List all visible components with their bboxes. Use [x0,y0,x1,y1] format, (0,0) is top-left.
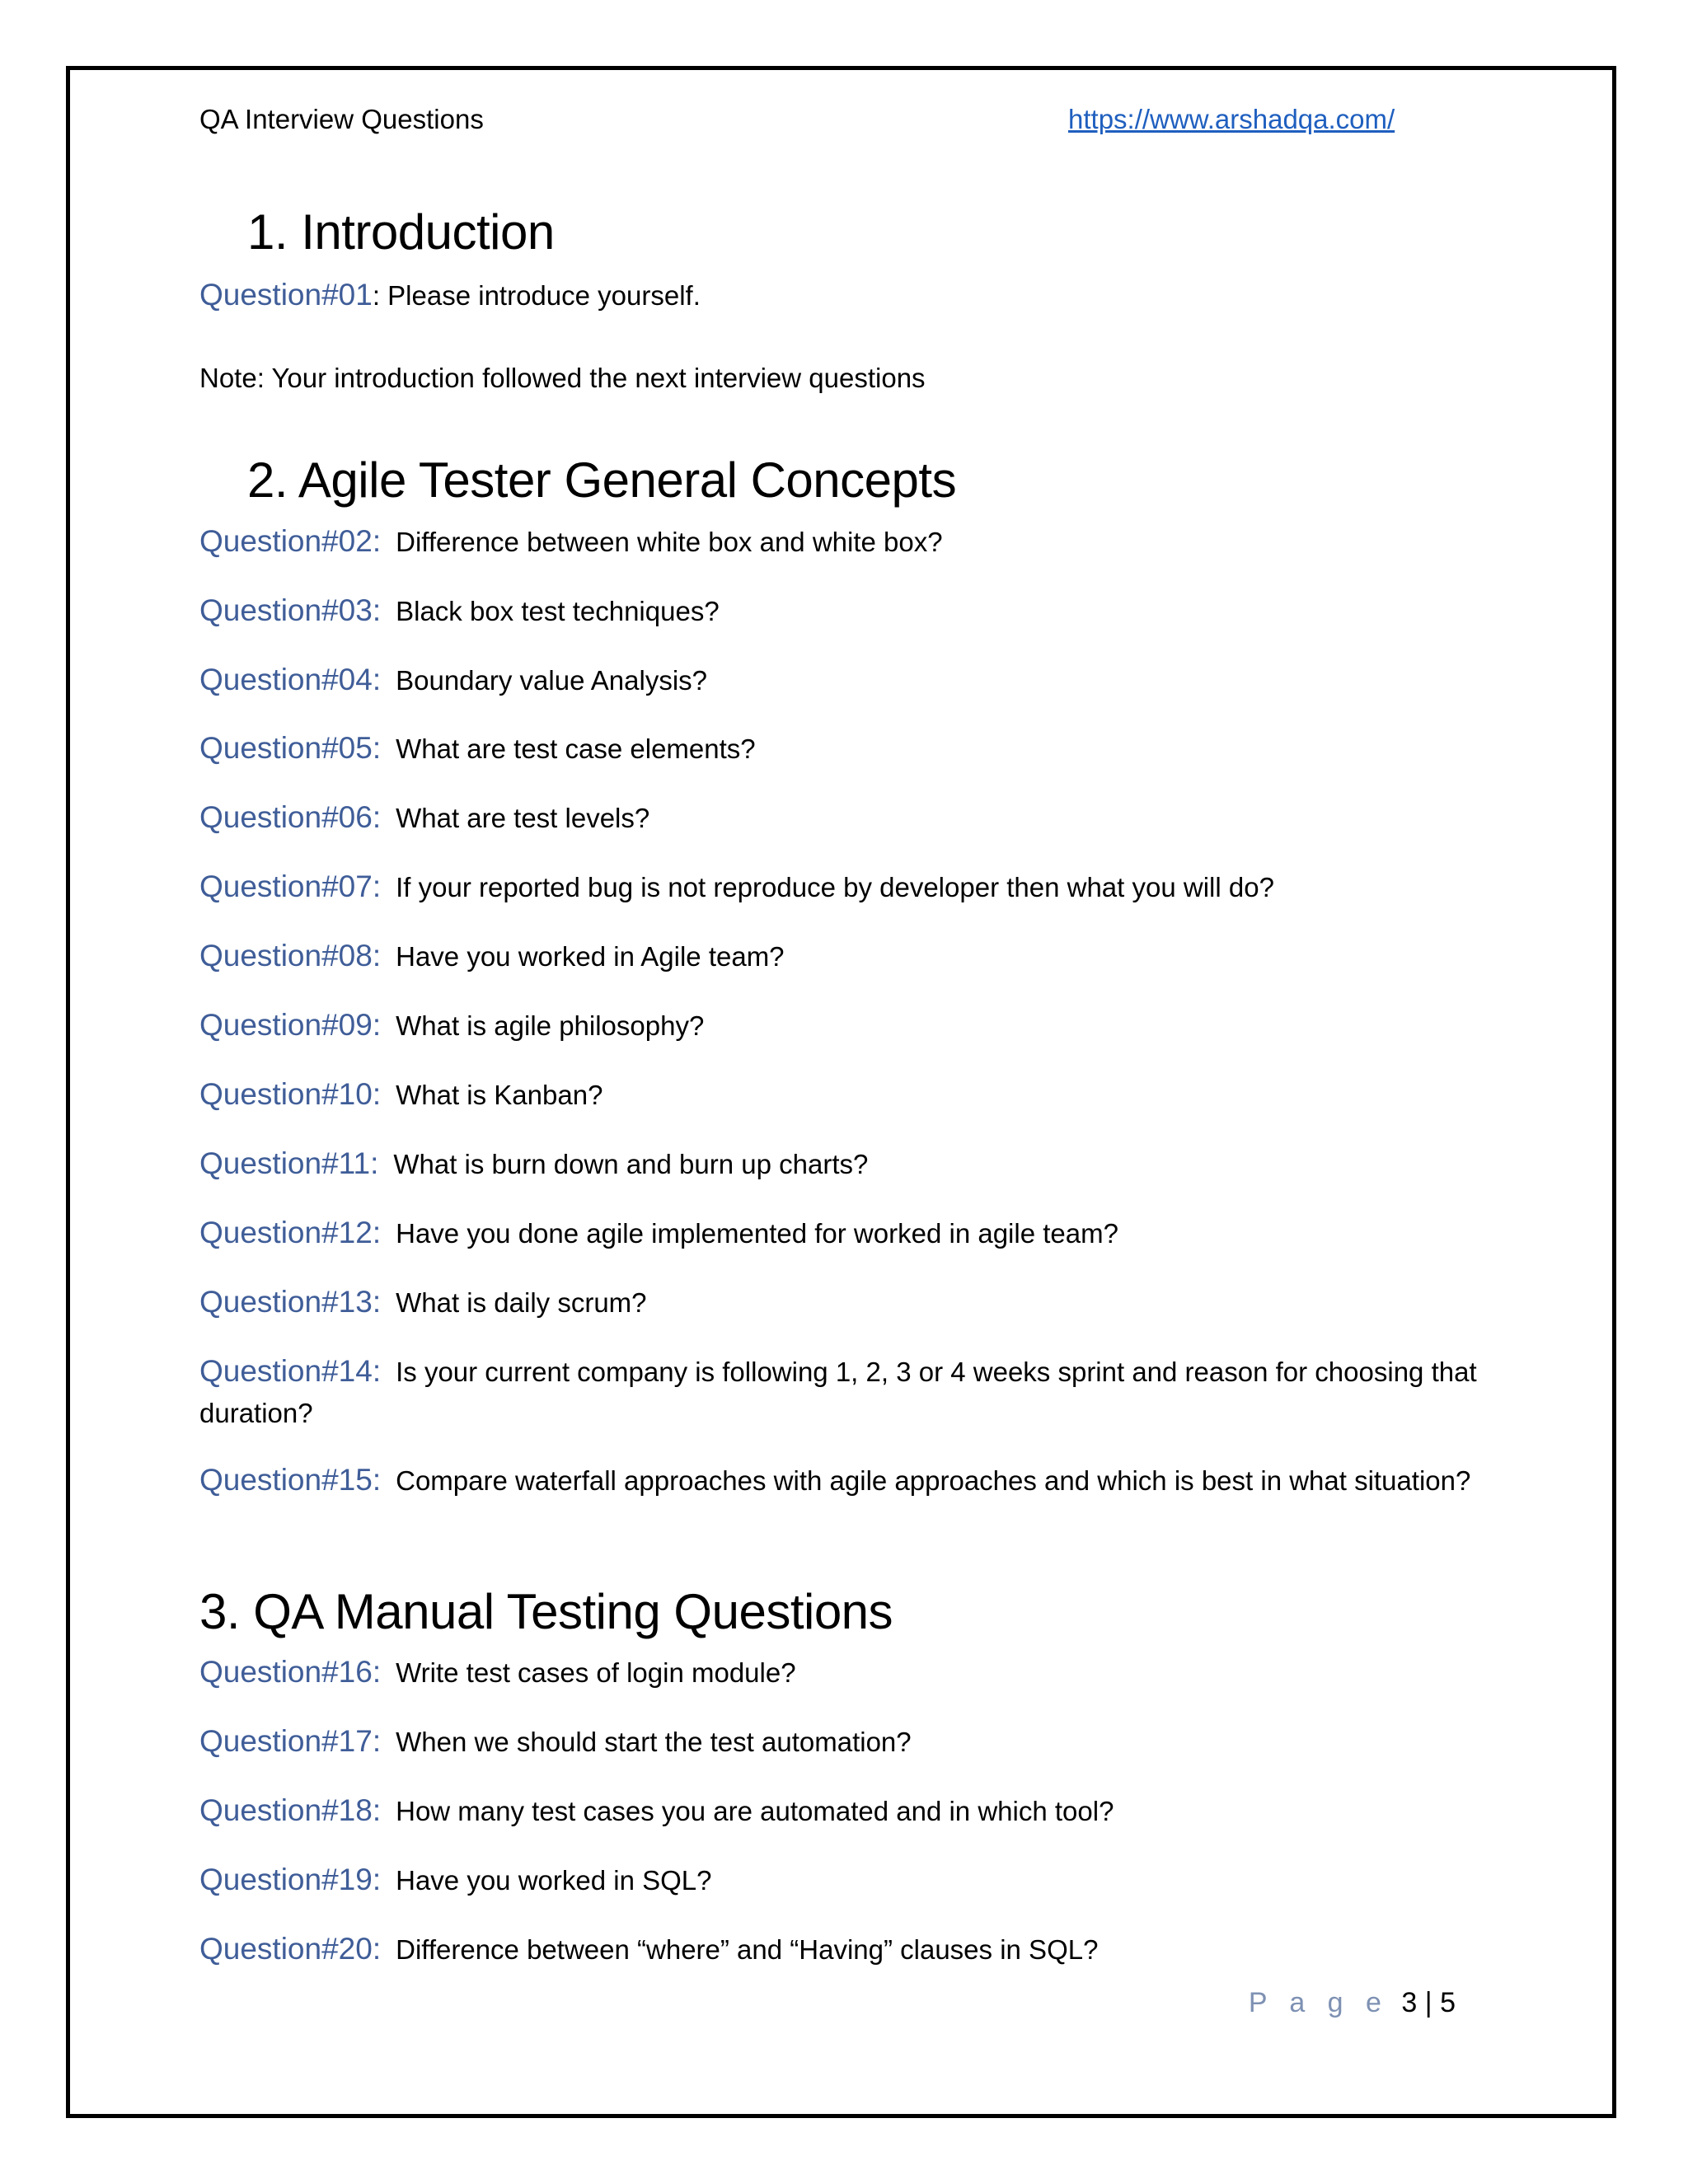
page-separator: | [1424,1987,1432,2018]
question-text: Difference between white box and white box? [396,527,943,557]
question-label: Question#20: [199,1932,382,1966]
question-label: Question#17: [199,1724,382,1758]
question-item [199,866,1485,908]
question-text: Compare waterfall approaches with agile approaches and which is best in what situation? [396,1465,1471,1496]
question-item [199,590,1485,632]
question-item [199,797,1485,839]
page-number-footer [1249,1982,1456,2023]
question-item [199,1721,1485,1763]
question-item [199,1143,1485,1185]
question-label: Question#15: [199,1463,382,1497]
section-heading-manual-testing: 3. QA Manual Testing Questions [199,1584,893,1639]
question-text: Is your current company is following 1, 2, 3 or 4 weeks sprint and reason for choosing that duration? [199,1357,1477,1428]
question-item [199,274,1485,316]
question-text: Difference between “where” and “Having” clauses in SQL? [396,1934,1099,1965]
question-label: Question#08: [199,939,382,972]
question-label: Question#04: [199,663,382,696]
question-text: Have you worked in Agile team? [396,941,785,972]
question-item [199,1351,1485,1434]
question-text: What is burn down and burn up charts? [393,1149,869,1179]
section-heading-introduction: 1. Introduction [247,204,555,260]
question-label: Question#16: [199,1655,382,1689]
question-text: Have you worked in SQL? [396,1865,712,1896]
question-label: Question#03: [199,593,382,627]
question-text: What are test levels? [396,803,650,833]
page-word: P a g e [1248,1987,1389,2018]
question-item [199,1282,1485,1324]
question-item [199,1929,1485,1971]
question-label: Question#12: [199,1216,382,1249]
question-text: Write test cases of login module? [396,1657,796,1688]
question-item [199,935,1485,977]
question-label: Question#06: [199,800,382,834]
question-text: If your reported bug is not reproduce by developer then what you will do? [396,872,1274,902]
question-item [199,521,1485,563]
header-title: QA Interview Questions [199,104,484,134]
header-link[interactable]: https://www.arshadqa.com/ [1068,104,1395,134]
question-item [199,659,1485,701]
question-label: Question#18: [199,1793,382,1827]
question-item [199,1859,1485,1901]
question-item [199,1074,1485,1116]
question-label: Question#05: [199,731,382,765]
question-text: Black box test techniques? [396,596,720,626]
question-text: How many test cases you are automated and in which tool? [396,1796,1114,1826]
question-label: Question#07: [199,869,382,903]
question-text: Boundary value Analysis? [396,665,708,696]
question-label: Question#10: [199,1077,382,1111]
note-text: Note: Your introduction followed the next interview questions [199,363,926,393]
question-label: Question#14: [199,1354,382,1388]
section-heading-agile: 2. Agile Tester General Concepts [247,452,957,508]
question-item [199,728,1485,770]
question-item [199,1005,1485,1047]
question-label: Question#11: [199,1146,379,1180]
question-item [199,1790,1485,1832]
question-text: Have you done agile implemented for worked in agile team? [396,1218,1118,1249]
question-label: Question#01 [199,278,373,312]
question-label: Question#02: [199,524,382,558]
question-label: Question#13: [199,1285,382,1319]
page-number: 3 [1401,1987,1418,2018]
question-item [199,1460,1485,1502]
question-label: Question#09: [199,1008,382,1042]
question-text: When we should start the test automation? [396,1727,912,1757]
question-text: What are test case elements? [396,733,756,764]
question-text: What is daily scrum? [396,1287,647,1318]
question-text: What is agile philosophy? [396,1010,705,1041]
question-item [199,1212,1485,1254]
question-text: What is Kanban? [396,1080,603,1110]
question-label: Question#19: [199,1863,382,1896]
total-pages: 5 [1440,1987,1456,2018]
question-text: : Please introduce yourself. [372,280,701,311]
question-item [199,1652,1485,1694]
